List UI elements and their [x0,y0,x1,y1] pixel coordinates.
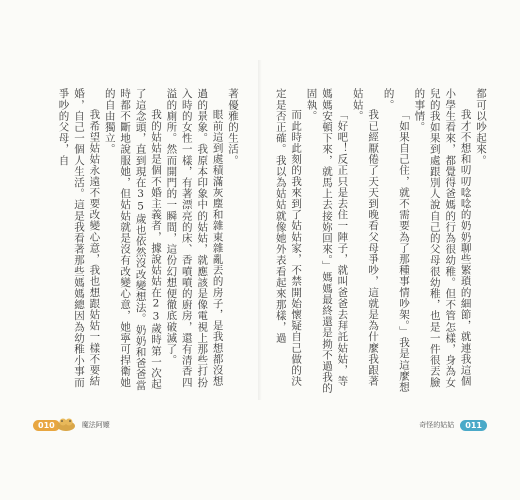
book-gutter [258,60,262,400]
paragraph: 我已經厭倦了天天到晚看父母爭吵，這就是為什麼我跟著姑姑。 [351,88,380,387]
paragraph: 「好吧！反正只是去住一陣子，就叫爸爸去拜託姑姑，等媽媽安頓下來，就馬上去接妳回來。」媽媽最終還是拗不過我的固執。 [305,88,349,394]
right-page-text [274,88,488,396]
paragraph: 著優雅的生活。 [227,88,239,166]
left-footer [33,419,110,431]
paragraph: 我的姑姑是個不婚主義者，據說姑姑在23歲時第一次起了這念頭，直到現在35歲也依然沒改變想法。奶奶和爸爸當時都不斷地說服她，但姑姑就是沒有改變心意，她寧可捍衛她的自由獨立。 [103,88,162,391]
paragraph: 我希望姑姑永遠不要改變心意，我也想跟姑姑一樣不要結婚，自己一個人生活。這是我看著那些媽媽總因為幼稚小事而爭吵的父母，自 [57,88,101,388]
page-number-right: 011 [460,420,487,431]
right-footer [419,419,487,431]
paragraph: 眼前這到處積滿灰塵和雜東雜亂丟的房子，是我想都沒想過的景象。我原本印象中的姑姑，就應該是像電視上那些打扮入時的女性一樣，有著漂亮的床、香噴噴的廚房，還有清香四溢的廁所。然而開門的一瞬間，這份幻想便徹底破滅了。 [165,88,224,388]
paragraph: 都可以吵起來。 [475,88,487,166]
paragraph: 「如果自己住，就不需要為了那種事情吵架。」我是這麼想的。 [382,88,410,393]
paragraph: 我才不想和叨叨唸唸的奶奶聊些繁瑣的細節，就連我這個小學生看來，都覺得爸媽的行為很幼稚。但不管怎樣，身為女兒的我如果到處跟別人說自己的父母很幼稚，也是一件很丟臉的事情。 [413,88,472,388]
paragraph: 而此時此刻的我來到了姑姑家，不禁開始懷疑自己做的決定是否正確。我以為姑姑就像她外表看起來那樣，過 [274,88,303,387]
chapter-title: 奇怪的姑姑 [419,421,455,429]
page-number-left: 010 [33,420,60,431]
mascot-icon [55,414,77,432]
book-title: 魔法阿嬤 [81,421,110,429]
left-page-text [34,88,240,396]
